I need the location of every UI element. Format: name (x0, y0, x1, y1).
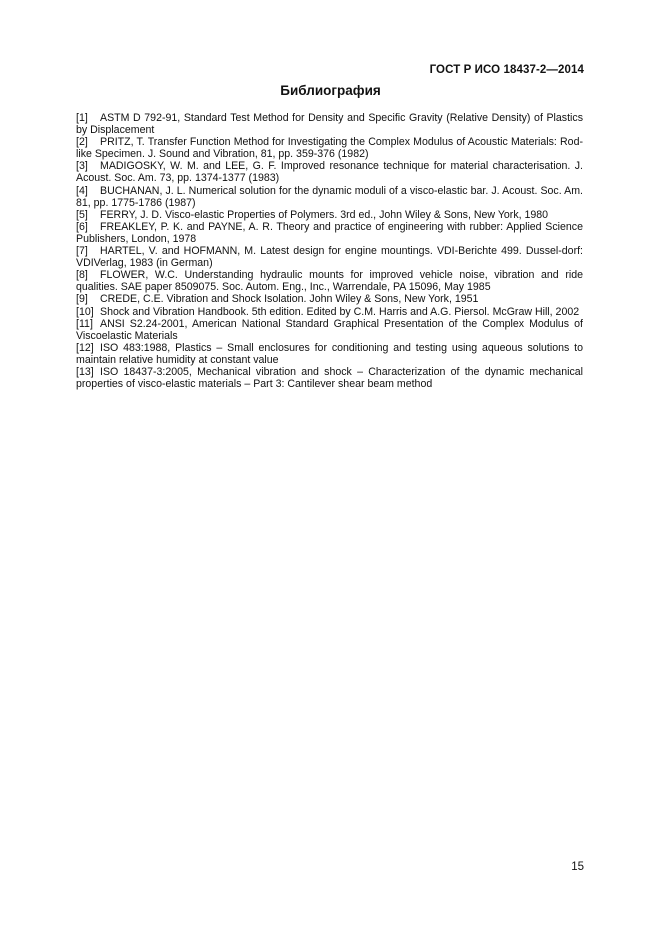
entry-number: [4] (76, 184, 88, 197)
bibliography-entry (76, 185, 583, 209)
bibliography-entry (76, 209, 583, 221)
entry-number: [12] (76, 341, 94, 354)
bibliography-entry (76, 245, 583, 269)
bibliography-entry (76, 136, 583, 160)
entry-number: [11] (76, 317, 93, 330)
bibliography-entry (76, 342, 583, 366)
bibliography-list (76, 112, 583, 390)
entry-number: [9] (76, 293, 88, 306)
entry-text: FERRY, J. D. Visco-elastic Properties of Polymers. 3rd ed., John Wiley & Sons, New York, 1980 (100, 208, 549, 221)
entry-text: PRITZ, T. Transfer Function Method for Investigating the Complex Modulus of Acoustic Materials: Rod-like Specimen. J. Sound and Vibration, 81, pp. 359-376 (1982) (76, 136, 583, 161)
entry-number: [5] (76, 208, 88, 221)
entry-text: MADIGOSKY, W. M. and LEE, G. F. Improved resonance technique for material characterisation. J. Acoust. Soc. Am. 73, pp. 1374-1377 (1983) (76, 160, 583, 185)
entry-text: FLOWER, W.C. Understanding hydraulic mounts for improved vehicle noise, vibration and ride qualities. SAE paper 8509075. Soc. Autom. Eng., Inc., Warrendale, PA 15096, May 1985 (76, 269, 583, 294)
bibliography-entry (76, 112, 583, 136)
entry-number: [10] (76, 305, 94, 318)
entry-text: ASTM D 792-91, Standard Test Method for Density and Specific Gravity (Relative Density) of Plastics by Displacement (76, 112, 583, 137)
entry-number: [8] (76, 269, 88, 282)
entry-text: FREAKLEY, P. K. and PAYNE, A. R. Theory and practice of engineering with rubber: Applied Science Publishers, London, 1978 (76, 220, 583, 245)
entry-text: Shock and Vibration Handbook. 5th edition. Edited by C.M. Harris and A.G. Piersol. McGraw Hill, 2002 (100, 305, 580, 318)
entry-text: BUCHANAN, J. L. Numerical solution for the dynamic moduli of a visco-elastic bar. J. Acoust. Soc. Am. 81, pp. 1775-1786 (1987) (76, 184, 583, 209)
bibliography-entry (76, 293, 583, 305)
entry-text: CREDE, C.E. Vibration and Shock Isolation. John Wiley & Sons, New York, 1951 (100, 293, 479, 306)
bibliography-entry (76, 306, 583, 318)
bibliography-title: Библиография (280, 83, 381, 98)
entry-text: ISO 483:1988, Plastics – Small enclosures for conditioning and testing using aqueous solutions to maintain relative humidity at constant value (76, 341, 583, 366)
bibliography-entry (76, 160, 583, 184)
bibliography-entry (76, 366, 583, 390)
page-number: 15 (571, 861, 584, 873)
entry-number: [1] (76, 112, 88, 124)
standard-code: ГОСТ Р ИСО 18437-2—2014 (429, 64, 584, 76)
entry-number: [2] (76, 136, 88, 149)
bibliography-entry (76, 269, 583, 293)
bibliography-entry (76, 318, 583, 342)
bibliography-entry (76, 221, 583, 245)
entry-number: [13] (76, 365, 94, 378)
entry-text: HARTEL, V. and HOFMANN, M. Latest design for engine mountings. VDI-Berichte 499. Dussel-dorf: VDIVerlag, 1983 (in German) (76, 245, 583, 270)
entry-number: [3] (76, 160, 88, 173)
entry-text: ISO 18437-3:2005, Mechanical vibration and shock – Characterization of the dynamic mechanical properties of visco-elastic materials – Part 3: Cantilever shear beam method (76, 365, 583, 391)
entry-text: ANSI S2.24-2001, American National Standard Graphical Presentation of the Complex Modulus of Viscoelastic Materials (76, 317, 583, 342)
entry-number: [7] (76, 245, 88, 258)
entry-number: [6] (76, 220, 88, 233)
